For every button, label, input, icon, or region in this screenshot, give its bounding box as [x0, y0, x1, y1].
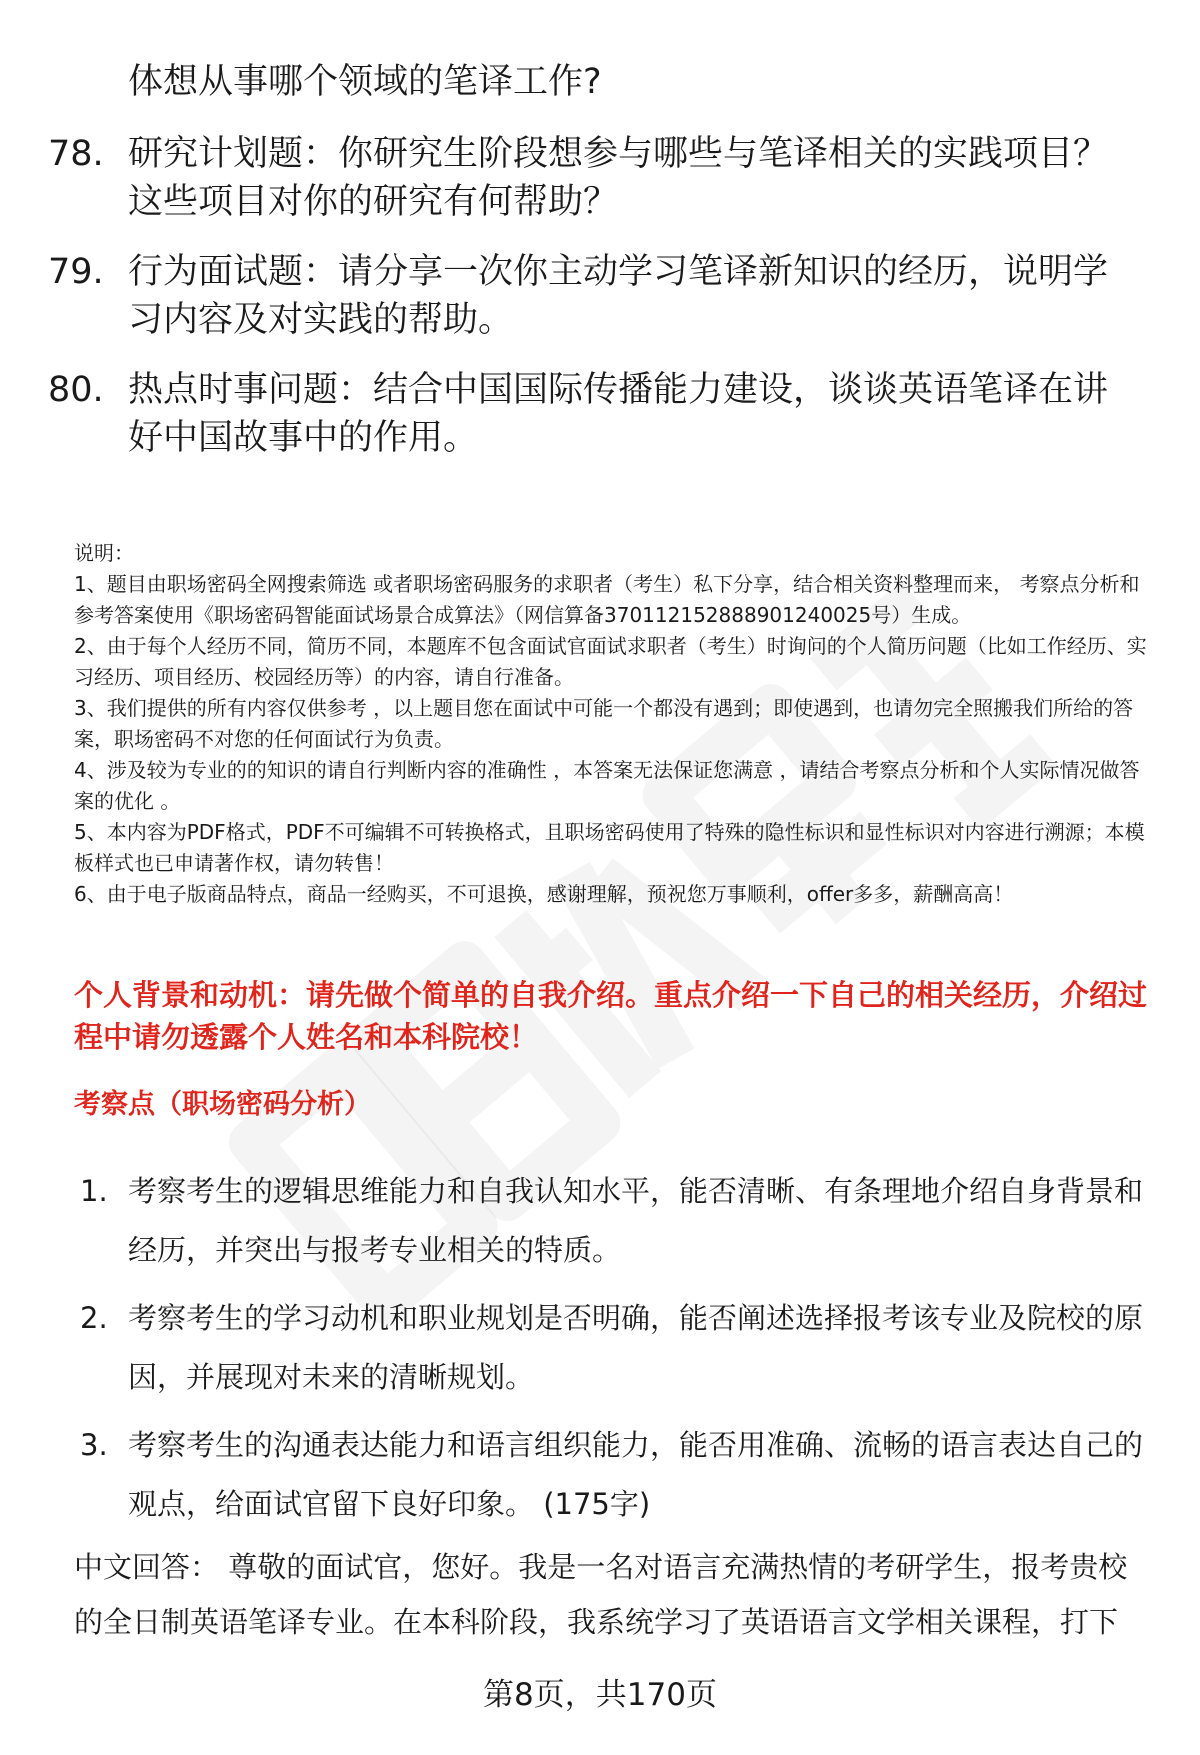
question-text: 研究计划题：你研究生阶段想参与哪些与笔译相关的实践项目？这些项目对你的研究有何帮助？: [128, 134, 1109, 222]
notes-item: 4、涉及较为专业的的知识的请自行判断内容的准确性 ，本答案无法保证您满意 ，请结合考察点分析和个人实际情况做答案的优化 。: [74, 758, 1140, 813]
notes-item: 3、我们提供的所有内容仅供参考 ，以上题目您在面试中可能一个都没有遇到；即使遇到，也请勿完全照搬我们所给的答案，职场密码不对您的任何面试行为负责。: [74, 696, 1134, 751]
question-text: 行为面试题：请分享一次你主动学习笔译新知识的经历，说明学习内容及对实践的帮助。: [128, 252, 1109, 340]
analysis-point: [80, 1289, 1150, 1407]
point-number: 3.: [80, 1428, 108, 1462]
point-text: 考察考生的沟通表达能力和语言组织能力，能否用准确、流畅的语言表达自己的观点，给面试官留下良好印象。 (175字): [128, 1428, 1144, 1521]
point-number: 1.: [80, 1174, 108, 1208]
question-77-continuation: 体想从事哪个领域的笔译工作?: [128, 62, 602, 102]
page-footer: 第8页，共170页: [483, 1677, 717, 1713]
analysis-points-list: [80, 1162, 1150, 1543]
notes-item: 2、由于每个人经历不同，简历不同，本题库不包含面试官面试求职者（考生）时询问的个人简历问题（比如工作经历、实习经历、项目经历、校园经历等）的内容，请自行准备。: [74, 634, 1147, 689]
notes-item: 6、由于电子版商品特点，商品一经购买，不可退换，感谢理解，预祝您万事顺利，offer多多，薪酬高高！: [74, 882, 1014, 906]
point-text: 考察考生的逻辑思维能力和自我认知水平，能否清晰、有条理地介绍自身背景和经历，并突出与报考专业相关的特质。: [128, 1174, 1144, 1267]
section-heading: 个人背景和动机：请先做个简单的自我介绍。重点介绍一下自己的相关经历，介绍过程中请勿透露个人姓名和本科院校！: [74, 978, 1148, 1054]
question-78: [48, 130, 1138, 226]
analysis-title: 考察点（职场密码分析）: [74, 1089, 371, 1120]
analysis-point: [80, 1162, 1150, 1280]
question-80: [48, 366, 1138, 462]
question-79: [48, 248, 1138, 344]
notes-title: 说明：: [74, 541, 134, 565]
question-text: 热点时事问题：结合中国国际传播能力建设，谈谈英语笔译在讲好中国故事中的作用。: [128, 370, 1109, 458]
analysis-point: [80, 1416, 1150, 1534]
disclaimer-notes: [74, 538, 1152, 910]
notes-item: 1、题目由职场密码全网搜索筛选 或者职场密码服务的求职者（考生）私下分享，结合相关资料整理而来， 考察点分析和参考答案使用《职场密码智能面试场景合成算法》（网信算备370112152888901240025号）生成。: [74, 572, 1140, 627]
point-text: 考察考生的学习动机和职业规划是否明确，能否阐述选择报考该专业及院校的原因，并展现对未来的清晰规划。: [128, 1301, 1144, 1394]
point-number: 2.: [80, 1301, 108, 1335]
question-number: 78.: [48, 134, 104, 174]
question-number: 79.: [48, 252, 104, 292]
chinese-answer: 中文回答： 尊敬的面试官，您好。我是一名对语言充满热情的考研学生，报考贵校的全日制英语笔译专业。在本科阶段，我系统学习了英语语言文学相关课程，打下: [74, 1550, 1128, 1639]
question-number: 80.: [48, 370, 104, 410]
notes-item: 5、本内容为PDF格式，PDF不可编辑不可转换格式，且职场密码使用了特殊的隐性标识和显性标识对内容进行溯源；本模板样式也已申请著作权，请勿转售！: [74, 820, 1145, 875]
